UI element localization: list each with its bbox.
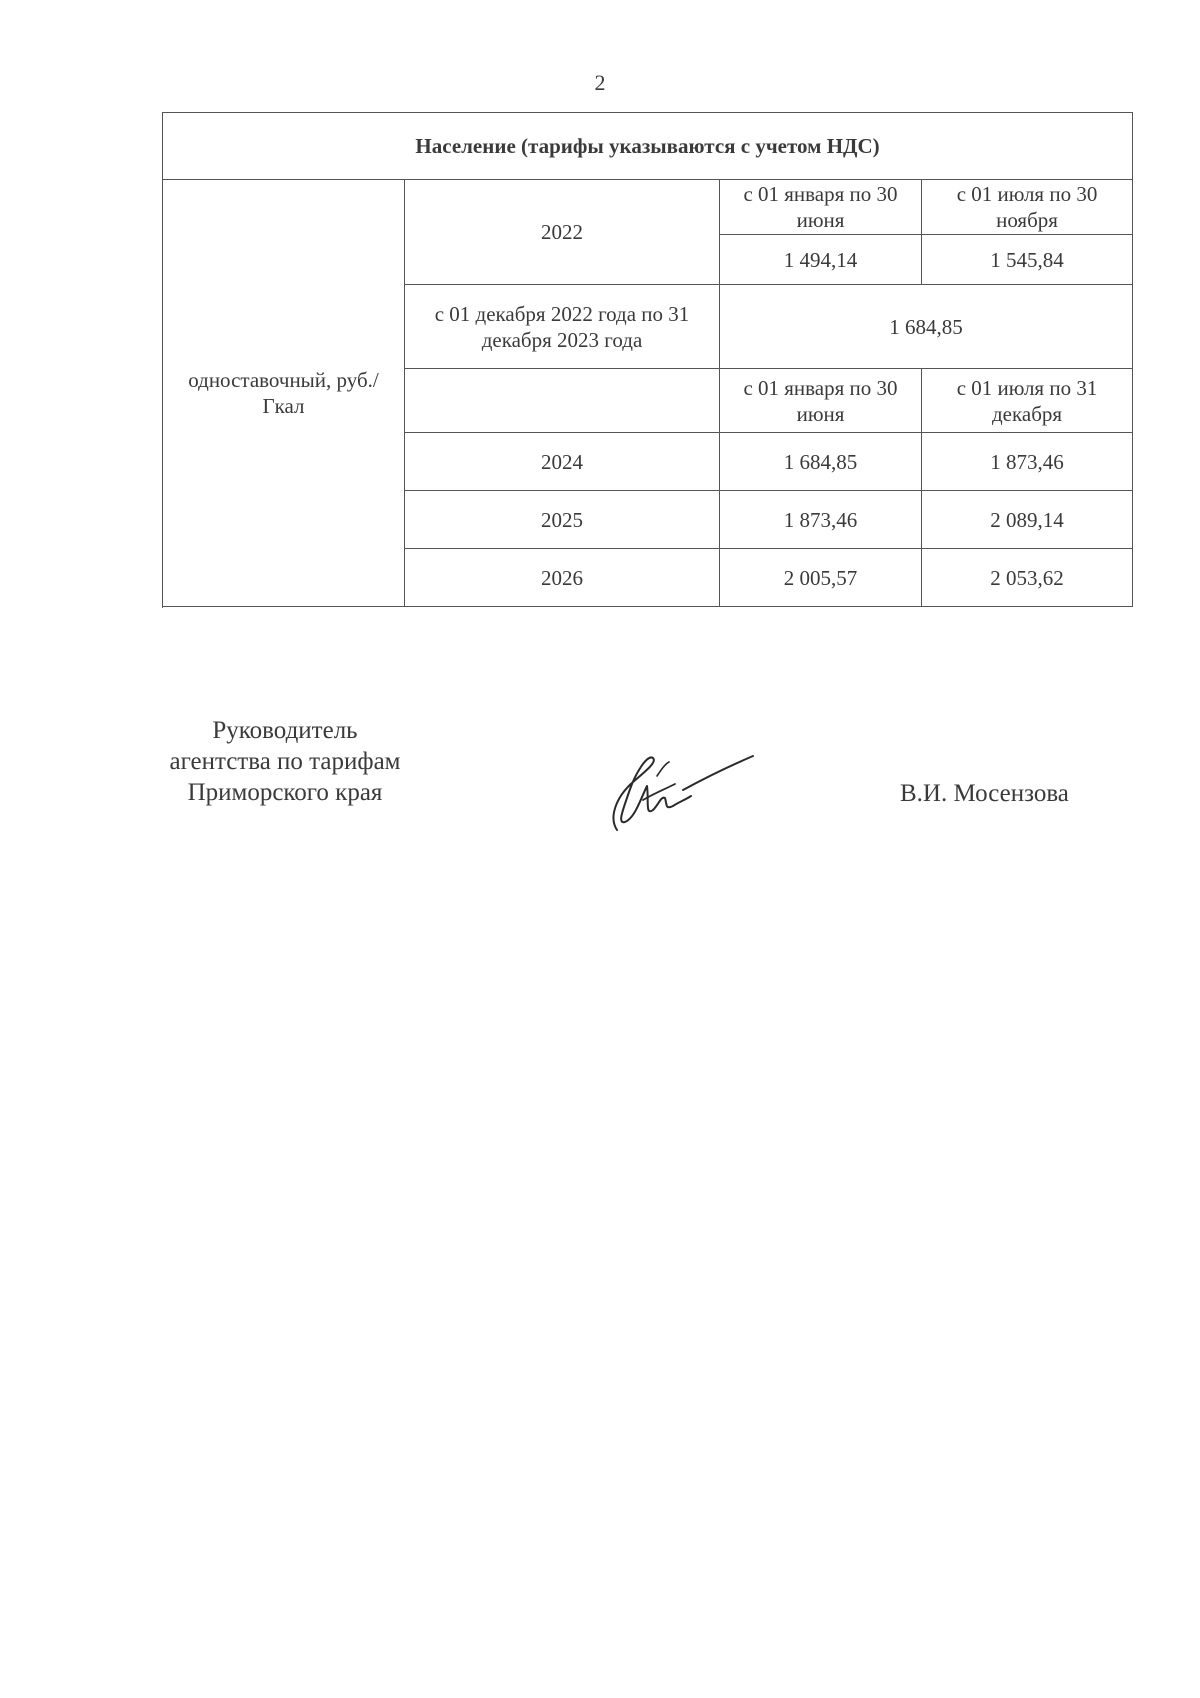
position-line: агентства по тарифам [169, 748, 401, 775]
value-h1-cell: 1 873,46 [720, 491, 922, 549]
page-number: 2 [594, 70, 606, 95]
year-cell: 2025 [405, 491, 720, 549]
period-jul-dec-header: с 01 июля по 31 декабря [922, 369, 1133, 433]
position-line: Руководитель [212, 717, 358, 744]
tariff-table [162, 112, 1133, 607]
handwritten-signature [595, 740, 760, 840]
value-h1-cell: 2 005,57 [720, 549, 922, 607]
empty-cell [405, 369, 720, 433]
period-jan-jun-2022: с 01 января по 30 июня [720, 180, 922, 235]
period-dec2022-dec2023: с 01 декабря 2022 года по 31 декабря 2023 года [405, 285, 720, 369]
period-jan-jun-header: с 01 января по 30 июня [720, 369, 922, 433]
position-line: Приморского края [187, 779, 383, 806]
year-cell: 2024 [405, 433, 720, 491]
value-h1-cell: 1 684,85 [720, 433, 922, 491]
value-h2-cell: 1 873,46 [922, 433, 1133, 491]
value-2022-h1: 1 494,14 [720, 235, 922, 285]
table-header: Население (тарифы указываются с учетом НДС) [163, 113, 1133, 180]
year-cell: 2026 [405, 549, 720, 607]
value-dec2022-dec2023: 1 684,85 [720, 285, 1133, 369]
signatory-position [140, 715, 430, 808]
value-h2-cell: 2 089,14 [922, 491, 1133, 549]
value-2022-h2: 1 545,84 [922, 235, 1133, 285]
signer-name: В.И. Мосензова [900, 780, 1069, 807]
year-2022: 2022 [405, 180, 720, 285]
row-label: одноставочный, руб./Гкал [163, 180, 405, 607]
value-h2-cell: 2 053,62 [922, 549, 1133, 607]
period-jul-nov-2022: с 01 июля по 30 ноября [922, 180, 1133, 235]
